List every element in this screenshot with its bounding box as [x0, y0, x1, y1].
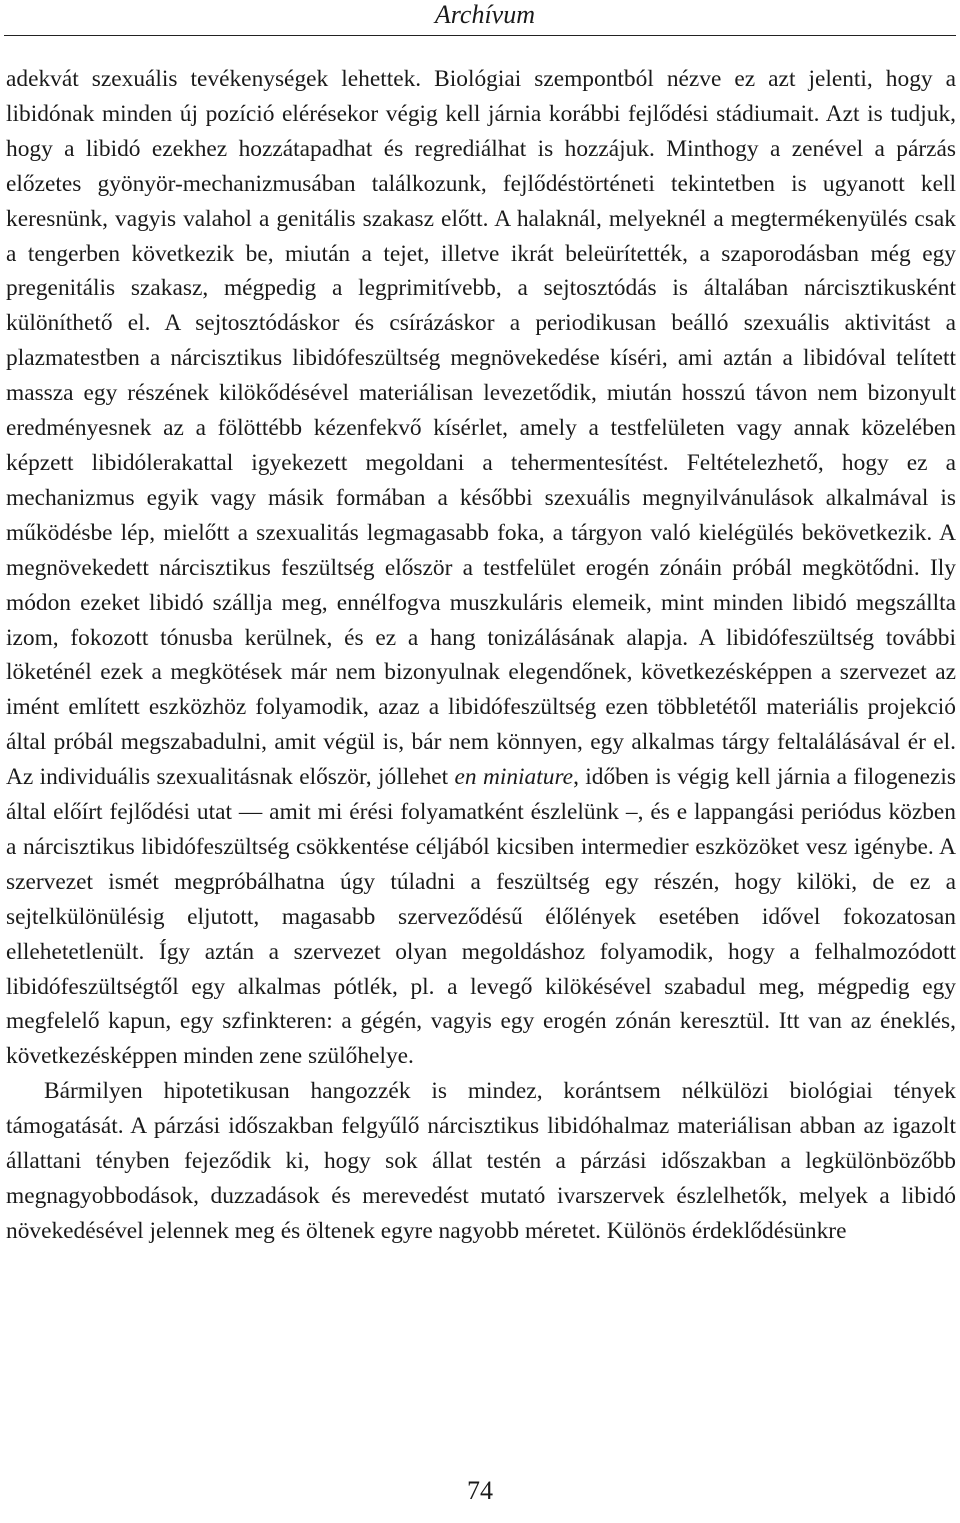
page-number: 74 [467, 1476, 493, 1505]
paragraph-text: , időben is végig kell járnia a filogenezis által előírt fejlődési utat — amit mi érési folyamatként észlelünk –, és e lappangási periódus közben a nárcisztikus libidófeszültség csökkentése céljából kicsiben intermedier eszközöket vesz igénybe. A szervezet ismét megpróbálhatna úgy túladni a feszültség egy részén, hogy kilöki, de ez a sejtelkülönülésig eljutott, magasabb szerveződésű élőlények esetében idővel fokozatosan ellehetetlenült. Így aztán a szervezet olyan megoldáshoz folyamodik, hogy a felhalmozódott libidófeszültségtől egy alkalmas pótlék, pl. a levegő kilökésével szabadul meg, mégpedig egy megfelelő kapun, egy szfinkteren: a gégén, vagyis egy erogén zónán keresztül. Itt van az éneklés, következésképpen minden zene szülőhelye. [6, 764, 956, 1070]
header-rule [4, 35, 956, 36]
paragraph-text: adekvát szexuális tevékenységek lehettek. Biológiai szempontból nézve ez azt jelenti, hogy a libidónak minden új pozíció elérésekor végig kell járnia korábbi fejlődési stádiumait. Azt is tudjuk, hogy a libidó ezekhez hozzátapadhat és regrediálhat is hozzájuk. Minthogy a zenével a párzás előzetes gyönyör-mechanizmusában találkozunk, fejlődéstörténeti tekintetben is ugyanott kell keresnünk, vagyis valahol a genitális szakasz előtt. A halaknál, melyeknél a megtermékenyülés csak a tengerben következik be, miután a tejet, illetve ikrát beleürítették, a szaporodásban még egy pregenitális szakasz, mégpedig a legprimitívebb, a sejtosztódás is általában nárcisztikusként különíthető el. A sejtosztódáskor és csírázáskor a periodikusan beálló szexuális aktivitást a plazmatestben a nárcisztikus libidófeszültség megnövekedése kíséri, ami aztán a libidóval telített massza egy részének kilökődésével materiálisan levezetődik, miután hosszú távon nem bizonyult eredményesnek az a fölöttébb kézenfekvő kísérlet, amely a testfelületen vagy annak közelében képzett libidólerakattal igyekezett megoldani a tehermentesítést. Feltételezhető, hogy ez a mechanizmus egyik vagy másik formában a későbbi szexuális megnyilvánulások alkalmával is működésbe lép, mielőtt a szexualitás legmagasabb foka, a tárgyon való kielégülés bekövetkezik. A megnövekedett nárcisztikus feszültség először a testfelület erogén zónáin próbál megkötődni. Ily módon ezeket libidó szállja meg, ennélfogva muszkuláris elemeik, mint minden libidó megszállta izom, fokozott tónusba kerülnek, és ez a hang tonizálásának alapja. A libidófeszültség további löketénél ezek a megkötések már nem bizonyulnak elegendőnek, következésképpen a szervezet az imént említett eszközhöz folyamodik, azaz a libidófeszültség ezen többletétől materiális projekció által próbál megszabadulni, amit végül is, bár nem könnyen, egy alkalmas tárgy feltalálásával ér el. Az individuális szexualitásnak először, jóllehet [6, 66, 956, 791]
paragraph: Bármilyen hipotetikusan hangozzék is mindez, korántsem nélkülözi biológiai tények támogatását. A párzási időszakban felgyűlő nárcisztikus libidóhalmaz materiálisan abban az igazolt állattani tényben fejeződik ki, hogy sok állat testén a párzási időszakban a legkülönbözőbb megnagyobbodások, duzzadások és merevedést mutató ivarszervek észlelhetők, melyek a libidó növekedésével jelennek meg és öltenek egyre nagyobb méretet. Különös érdeklődésünkre [6, 1078, 956, 1244]
paragraph [6, 62, 956, 1074]
italic-phrase: en miniature [454, 764, 574, 791]
running-head-title: Archívum [434, 0, 535, 29]
body-text [6, 62, 956, 1249]
